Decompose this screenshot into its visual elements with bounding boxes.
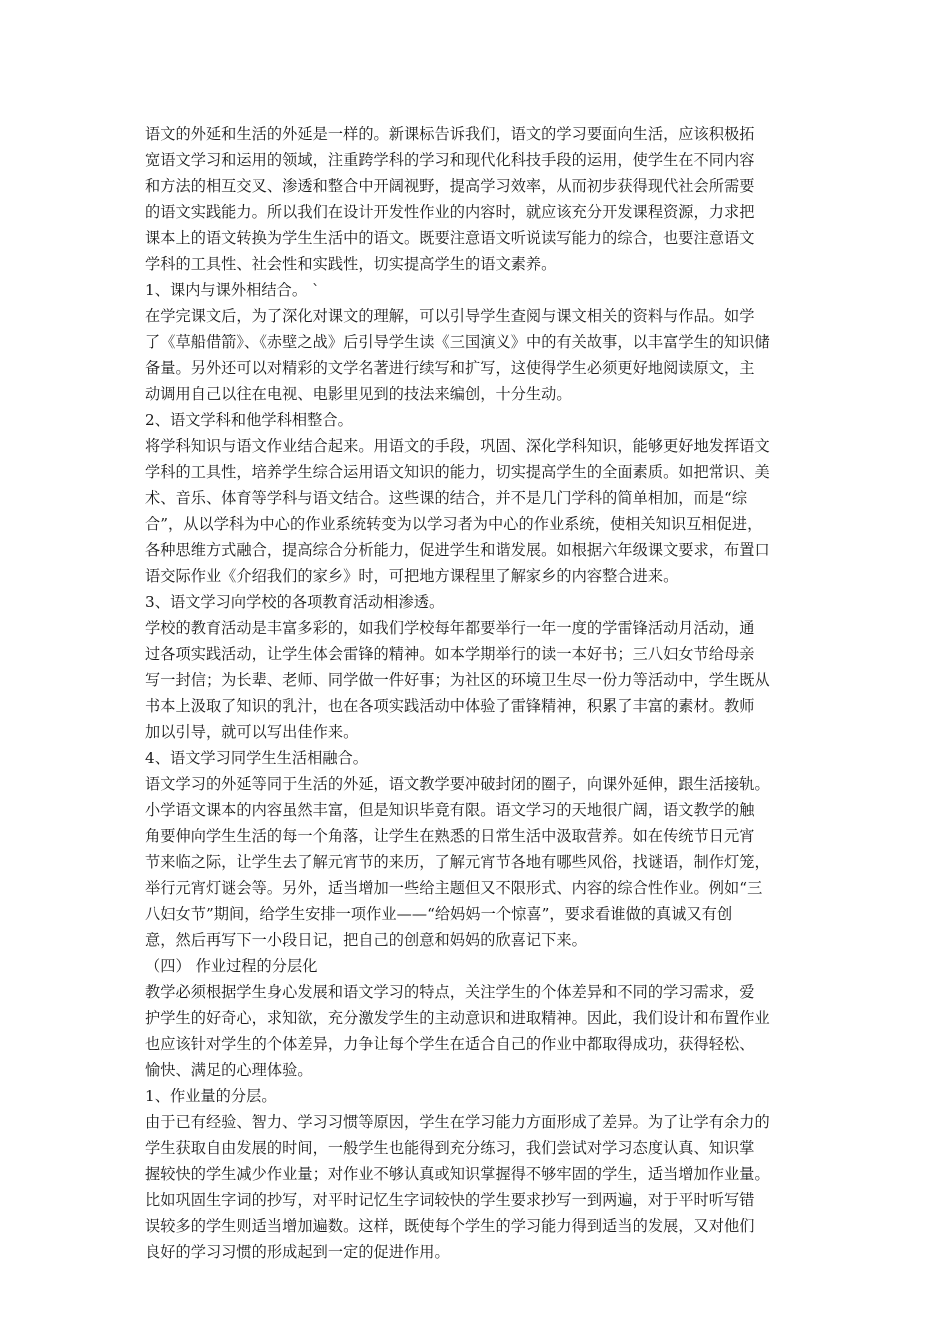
text-line: 意，然后再写下一小段日记，把自己的创意和妈妈的欣喜记下来。 [145,931,587,949]
text-line: 语交际作业《介绍我们的家乡》时，可把地方课程里了解家乡的内容整合进来。 [145,567,679,585]
text-line: 小学语文课本的内容虽然丰富，但是知识毕竟有限。语文学习的天地很广阔，语文教学的触 [145,801,755,819]
text-line: 握较快的学生减少作业量；对作业不够认真或知识掌握得不够牢固的学生，适当增加作业量。 [145,1165,770,1183]
text-line: 误较多的学生则适当增加遍数。这样，既使每个学生的学习能力得到适当的发展，又对他们 [145,1217,755,1235]
text-line: 1、课内与课外相结合。 ` [145,281,320,299]
text-line: 了《草船借箭》、《赤壁之战》后引导学生读《三国演义》中的有关故事，以丰富学生的知识储 [145,333,770,351]
text-line: （四） 作业过程的分层化 [145,957,318,975]
text-line: 书本上汲取了知识的乳汁，也在各项实践活动中体验了雷锋精神，积累了丰富的素材。教师 [145,697,755,715]
text-line: 八妇女节”期间，给学生安排一项作业——“给妈妈一个惊喜”，要求看谁做的真诚又有创 [145,905,733,923]
text-line: 节来临之际，让学生去了解元宵节的来历，了解元宵节各地有哪些风俗，找谜语，制作灯笼， [145,853,770,871]
text-line: 2、语文学科和他学科相整合。 [145,411,353,429]
text-line: 学科的工具性，培养学生综合运用语文知识的能力，切实提高学生的全面素质。如把常识、美 [145,463,770,481]
text-line: 1、作业量的分层。 [145,1087,277,1105]
text-line: 术、音乐、体育等学科与语文结合。这些课的结合，并不是几门学科的简单相加，而是“综 [145,489,748,507]
text-line: 学科的工具性、社会性和实践性，切实提高学生的语文素养。 [145,255,557,273]
text-line: 写一封信；为长辈、老师、同学做一件好事；为社区的环境卫生尽一份力等活动中，学生既从 [145,671,770,689]
text-line: 学生获取自由发展的时间，一般学生也能得到充分练习，我们尝试对学习态度认真、知识掌 [145,1139,755,1157]
text-line: 由于已有经验、智力、学习习惯等原因，学生在学习能力方面形成了差异。为了让学有余力的 [145,1113,770,1131]
text-line: 课本上的语文转换为学生生活中的语文。既要注意语文听说读写能力的综合，也要注意语文 [145,229,755,247]
text-line: 4、语文学习同学生生活相融合。 [145,749,369,767]
text-line: 举行元宵灯谜会等。另外，适当增加一些给主题但又不限形式、内容的综合性作业。例如“三 [145,879,763,897]
text-line: 比如巩固生字词的抄写，对平时记忆生字词较快的学生要求抄写一到两遍，对于平时听写错 [145,1191,755,1209]
text-line: 角要伸向学生生活的每一个角落，让学生在熟悉的日常生活中汲取营养。如在传统节日元宵 [145,827,755,845]
text-line: 的语文实践能力。所以我们在设计开发性作业的内容时，就应该充分开发课程资源，力求把 [145,203,755,221]
text-line: 良好的学习习惯的形成起到一定的促进作用。 [145,1243,450,1261]
text-line: 和方法的相互交叉、渗透和整合中开阔视野，提高学习效率，从而初步获得现代社会所需要 [145,177,755,195]
text-line: 加以引导，就可以写出佳作来。 [145,723,359,741]
text-line: 教学必须根据学生身心发展和语文学习的特点，关注学生的个体差异和不同的学习需求，爱 [145,983,755,1001]
text-line: 护学生的好奇心，求知欲，充分激发学生的主动意识和进取精神。因此，我们设计和布置作业 [145,1009,770,1027]
text-line: 动调用自己以往在电视、电影里见到的技法来编创，十分生动。 [145,385,572,403]
text-line: 各种思维方式融合，提高综合分析能力，促进学生和谐发展。如根据六年级课文要求，布置口 [145,541,770,559]
text-line: 合”，从以学科为中心的作业系统转变为以学习者为中心的作业系统，使相关知识互相促进， [145,515,763,533]
text-line: 愉快、满足的心理体验。 [145,1061,313,1079]
text-line: 3、语文学习向学校的各项教育活动相渗透。 [145,593,445,611]
text-line: 将学科知识与语文作业结合起来。用语文的手段，巩固、深化学科知识，能够更好地发挥语文 [145,437,770,455]
text-line: 语文的外延和生活的外延是一样的。新课标告诉我们，语文的学习要面向生活，应该积极拓 [145,125,755,143]
text-line: 也应该针对学生的个体差异，力争让每个学生在适合自己的作业中都取得成功，获得轻松、 [145,1035,755,1053]
text-line: 备量。另外还可以对精彩的文学名著进行续写和扩写，这使得学生必须更好地阅读原文，主 [145,359,755,377]
text-line: 过各项实践活动，让学生体会雷锋的精神。如本学期举行的读一本好书；三八妇女节给母亲 [145,645,755,663]
text-line: 语文学习的外延等同于生活的外延，语文教学要冲破封闭的圈子，向课外延伸，跟生活接轨。 [145,775,770,793]
document-body [145,121,813,1265]
text-line: 在学完课文后，为了深化对课文的理解，可以引导学生查阅与课文相关的资料与作品。如学 [145,307,755,325]
text-line: 学校的教育活动是丰富多彩的，如我们学校每年都要举行一年一度的学雷锋活动月活动，通 [145,619,755,637]
text-line: 宽语文学习和运用的领域，注重跨学科的学习和现代化科技手段的运用，使学生在不同内容 [145,151,755,169]
